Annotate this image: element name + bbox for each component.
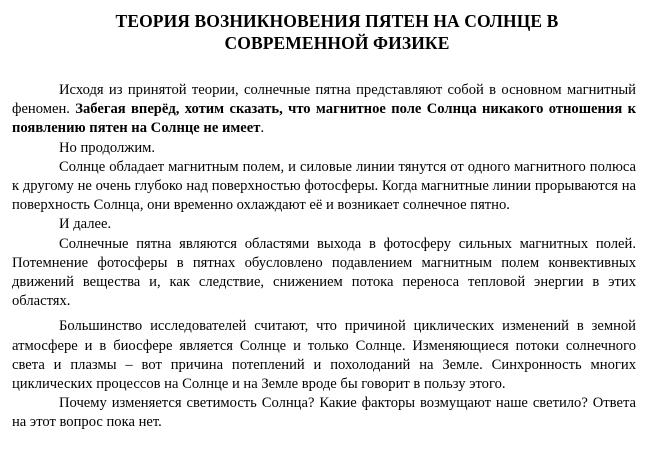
paragraph-intro-text: Исходя из принятой теории, солнечные пятна представляют собой в основном магнитный феномен. xyxy=(12,82,636,118)
title-line-1: ТЕОРИЯ ВОЗНИКНОВЕНИЯ ПЯТЕН НА СОЛНЦЕ В xyxy=(115,11,559,31)
document-body xyxy=(12,81,636,433)
paragraph-intro-tail: . xyxy=(260,120,265,137)
paragraph-continue: Но продолжим. xyxy=(59,139,156,156)
paragraph-intro-bold: Забегая вперёд, хотим сказать, что магнитное поле Солнца никакого отношения к появлению пятен на Солнце не имеет xyxy=(12,101,636,137)
title-line-2: СОВРЕМЕННОЙ ФИЗИКЕ xyxy=(224,33,450,53)
paragraph-spots-regions: Солнечные пятна являются областями выхода в фотосферу сильных магнитных полей. Потемнение фотосферы в пятнах обусловлено подавлением магнитным полем конвективных движений вещества и, как следствие, снижением потока переноса тепловой энергии в этих областях. xyxy=(12,235,636,310)
document-title xyxy=(38,10,636,54)
paragraph-intro xyxy=(12,81,636,139)
paragraph-magnetic-field: Солнце обладает магнитным полем, и силовые линии тянутся от одного магнитного полюса к другому не очень глубоко над поверхностью фотосферы. Когда магнитные линии прорываются на поверхность Солнца, они временно охлаждают её и возникает солнечное пятно. xyxy=(12,158,636,214)
paragraph-question: Почему изменяется светимость Солнца? Какие факторы возмущают наше светило? Ответа на этот вопрос пока нет. xyxy=(12,395,636,431)
paragraph-researchers: Большинство исследователей считают, что причиной циклических изменений в земной атмосфере и в биосфере является Солнце и только Солнце. Изменяющиеся потоки солнечного света и плазмы – вот причина потеплений и похолоданий на Земле. Синхронность многих циклических процессов на Солнце и на Земле вроде бы говорит в пользу этого. xyxy=(12,318,636,393)
document-page xyxy=(12,10,636,433)
paragraph-further: И далее. xyxy=(59,216,112,233)
